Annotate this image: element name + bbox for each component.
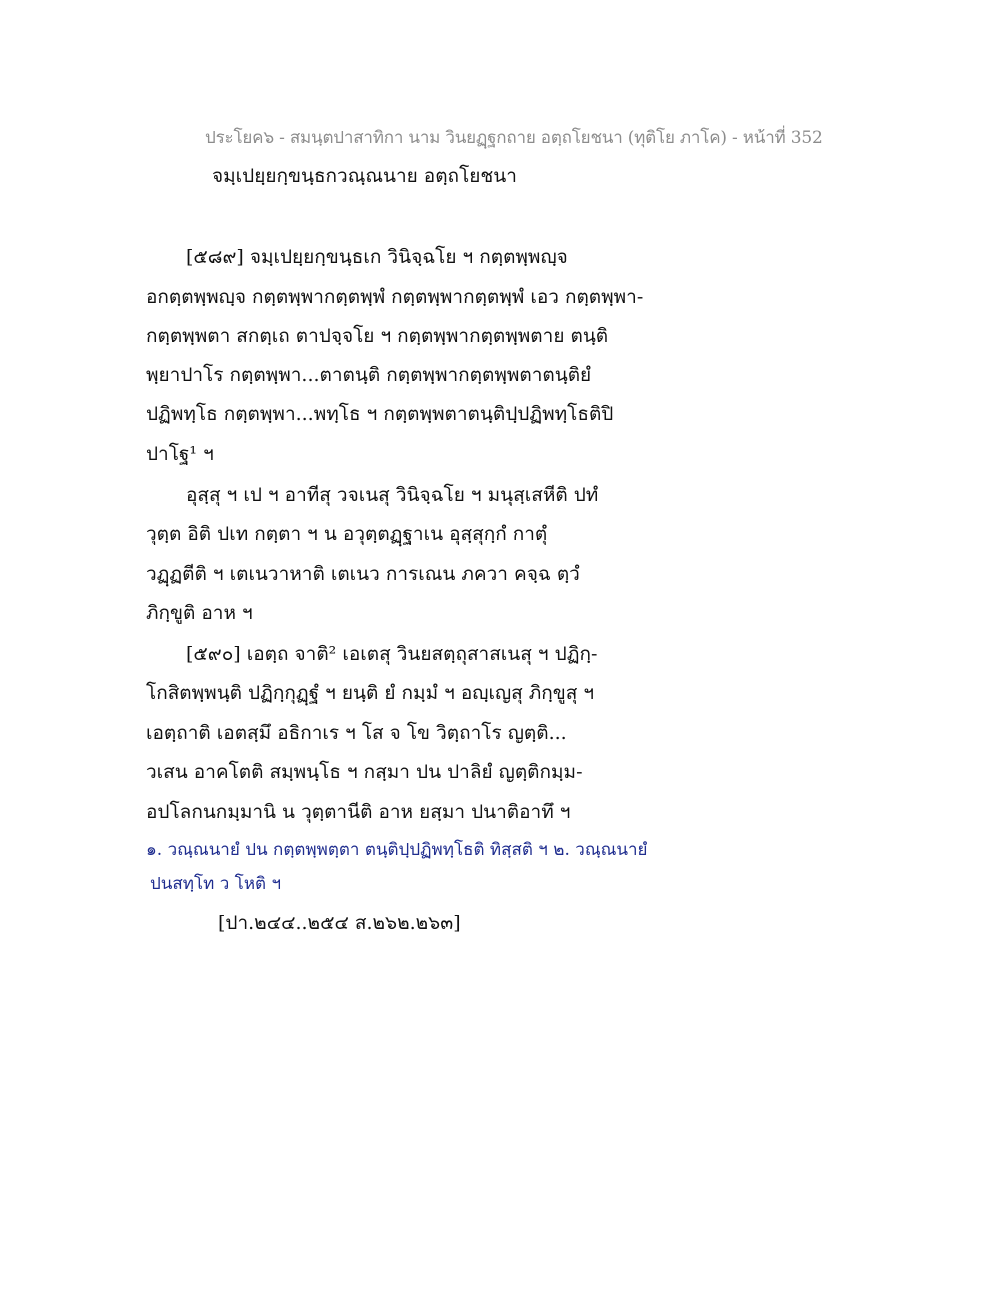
- footnote-line: ๑. วณฺณนายํ ปน กตฺตพฺพตฺตา ตนฺติปฺปฏิพทฺโธติ ทิสฺสติ ฯ ๒. วณฺณนายํ: [146, 840, 648, 860]
- paragraph-line: วฏฺฏตีติ ฯ เตเนวาหาติ เตเนว การเณน ภควา คจฺฉ ตฺวํ: [146, 563, 580, 585]
- paragraph-line: อปโลกนกมฺมานิ น วุตฺตานีติ อาห ยสฺมา ปนาติอาทึ ฯ: [146, 801, 571, 823]
- paragraph-line: ปาโฐ¹ ฯ: [146, 443, 214, 465]
- paragraph-line: กตฺตพฺพตา สกตฺเถ ตาปจฺจโย ฯ กตฺตพฺพากตฺตพฺพตาย ตนฺติ: [146, 325, 609, 347]
- paragraph-line: วเสน อาคโตติ สมฺพนฺโธ ฯ กสฺมา ปน ปาลิยํ ญตฺติกมฺม-: [146, 761, 583, 783]
- paragraph-line: ปฏิพทฺโธ กตฺตพฺพา...พทฺโธ ฯ กตฺตพฺพตาตนฺติปฺปฏิพทฺโธติปิ: [146, 403, 614, 425]
- paragraph-line: เอตฺถาติ เอตสฺมึ อธิกาเร ฯ โส จ โข วิตฺถาโร ญตฺติ...: [146, 722, 567, 744]
- paragraph-line: โกสิตพฺพนฺติ ปฏิกฺกุฏฺฐํ ฯ ยนฺติ ยํ กมฺมํ ฯ อญฺเญสุ ภิกฺขูสุ ฯ: [146, 682, 595, 704]
- paragraph-line: พฺยาปาโร กตฺตพฺพา...ตาตนฺติ กตฺตพฺพากตฺตพฺพตาตนฺติยํ: [146, 364, 592, 386]
- footnote-line: ปนสทฺโท ว โหติ ฯ: [150, 874, 282, 894]
- paragraph-line: ภิกฺขูติ อาห ฯ: [146, 602, 253, 624]
- paragraph-line: อกตฺตพฺพญฺจ กตฺตพฺพากตฺตพฺพํ กตฺตพฺพากตฺตพฺพํ เอว กตฺตพฺพา-: [146, 286, 644, 308]
- paragraph-line: วุตฺต อิติ ปเท กตฺตา ฯ น อวุตฺตฏฺฐาเน อุสฺสุกฺกํ กาตุํ: [146, 523, 548, 545]
- paragraph-line: อุสฺสุ ฯ เป ฯ อาทีสุ วจเนสุ วินิจฺฉโย ฯ มนุสฺเสหีติ ปทํ: [186, 484, 599, 506]
- running-header: ประโยค๖ - สมนฺตปาสาทิกา นาม วินยฏฺฐกถาย อตฺถโยชนา (ทุติโย ภาโค) - หน้าที่ 352: [205, 128, 823, 148]
- paragraph-line: [๕๙๐] เอตฺถ จาติ² เอเตสุ วินยสตฺถุสาสเนสุ ฯ ปฏิกฺ-: [186, 643, 598, 665]
- section-title: จมฺเปยฺยกฺขนฺธกวณฺณนาย อตฺถโยชนา: [212, 165, 517, 187]
- source-reference: [ปา.๒๔๔..๒๕๔ ส.๒๖๒.๒๖๓]: [218, 912, 461, 934]
- paragraph-line: [๕๘๙] จมฺเปยฺยกฺขนฺธเก วินิจฺฉโย ฯ กตฺตพฺพญฺจ: [186, 246, 568, 268]
